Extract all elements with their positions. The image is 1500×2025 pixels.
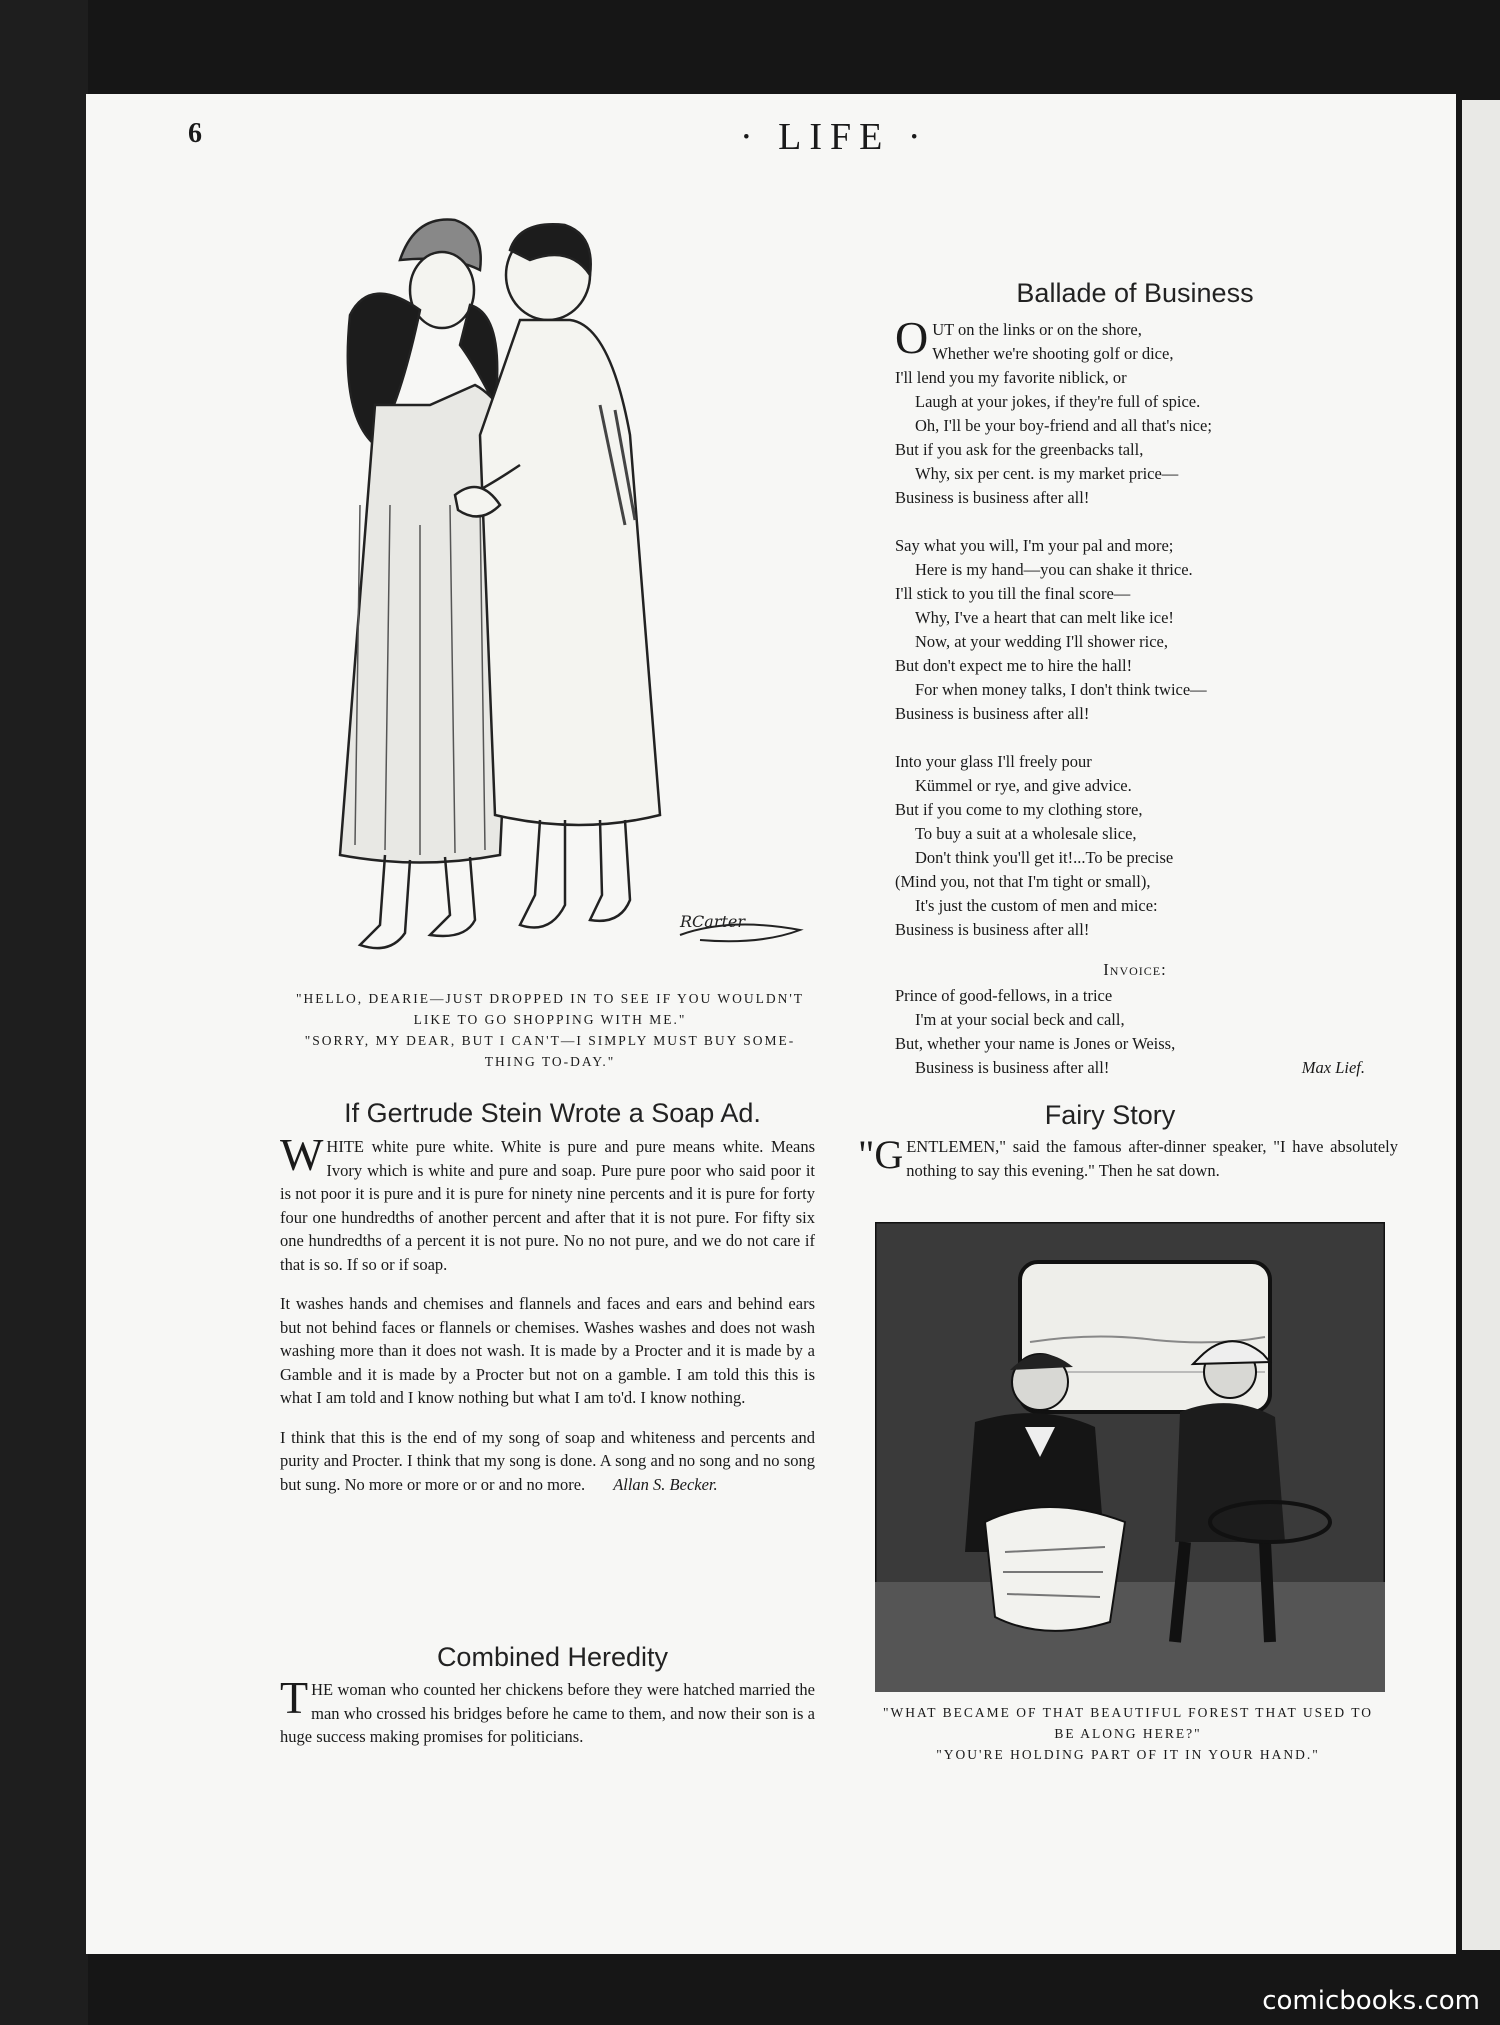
- heredity-drop-cap: T: [280, 1672, 309, 1723]
- ballade-line: Why, I've a heart that can melt like ice!: [915, 608, 1174, 627]
- ballade-line: To buy a suit at a wholesale slice,: [915, 824, 1137, 843]
- magazine-title: · LIFE ·: [740, 116, 929, 158]
- cartoon1-caption: [270, 988, 830, 1072]
- stein-paragraph-1-text: HITE white pure white. White is pure and pure means white. Means Ivory which is white and pure and soap. Pure pure poor who said poor it is not poor it is pure and it is pure for ninety nine percents and it is pure for forty four one hundredths of another percent and after that it is not pure. For fifty six one hundredths of a percent it is not pure. No no not pure, and we do not care if that is so. If so or if soap.: [280, 1137, 815, 1274]
- heredity-paragraph-text: HE woman who counted her chickens before they were hatched married the man who crossed his bridges before he came to them, and now their son is a huge success making promises for politicians.: [280, 1680, 815, 1746]
- cartoon2-caption: [858, 1702, 1398, 1765]
- stein-paragraph: [280, 1426, 815, 1497]
- cartoon2-caption-line: BE ALONG HERE?": [1054, 1726, 1202, 1741]
- ballade-line: But if you ask for the greenbacks tall,: [895, 440, 1144, 459]
- ballade-line: Say what you will, I'm your pal and more;: [895, 536, 1174, 555]
- ballade-line: But if you come to my clothing store,: [895, 800, 1143, 819]
- cartoon-two-women-drawing: [280, 205, 820, 975]
- stein-paragraph: [280, 1129, 815, 1276]
- ballade-envoi: [895, 984, 1375, 1056]
- stein-paragraph: It washes hands and chemises and flannels and faces and ears and behind ears but not behind faces or flannels or chemises. Washes washes and does not wash washing more than it does not wash. It is made by a Procter and it is made by a Gamble and it is made by a Procter but not on a gamble. I am told this this is what I am told and I know nothing but what I am to'd. I know nothing.: [280, 1294, 815, 1407]
- ballade-line: Laugh at your jokes, if they're full of spice.: [915, 392, 1201, 411]
- ballade-line: For when money talks, I don't think twice—: [915, 680, 1207, 699]
- ballade-line: Whether we're shooting golf or dice,: [932, 344, 1174, 363]
- ballade-poem: [895, 312, 1375, 1080]
- stein-paragraph-3-text: I think that this is the end of my song of soap and whiteness and percents and purity and Procter. I think that my song is done. A song and no song and no song but sung. No more or more or or and no more.: [280, 1427, 815, 1494]
- ballade-line: It's just the custom of men and mice:: [915, 896, 1158, 915]
- fairy-drop-cap: "G: [858, 1132, 904, 1177]
- ballade-line: Business is business after all!: [895, 488, 1090, 507]
- stein-drop-cap: W: [280, 1129, 324, 1180]
- cartoon-train-drawing: [875, 1222, 1385, 1692]
- scan-left-edge: [0, 0, 88, 2025]
- ballade-line: But don't expect me to hire the hall!: [895, 656, 1133, 675]
- ballade-stanza-2: [895, 534, 1375, 726]
- ballade-line: (Mind you, not that I'm tight or small),: [895, 872, 1151, 891]
- ballade-line: Here is my hand—you can shake it thrice.: [915, 560, 1193, 579]
- ballade-line: Why, six per cent. is my market price—: [915, 464, 1179, 483]
- cartoon1-caption-line: "HELLO, DEARIE—JUST DROPPED IN TO SEE IF YOU WOULDN'T: [295, 991, 805, 1006]
- ballade-stanza-3: [895, 750, 1375, 942]
- ballade-line: I'll lend you my favorite niblick, or: [895, 368, 1127, 387]
- cartoon-train-compartment: [875, 1222, 1385, 1692]
- ballade-last-line: [895, 1056, 1375, 1080]
- fairy-article: [858, 1132, 1398, 1198]
- cartoon2-caption-line: "YOU'RE HOLDING PART OF IT IN YOUR HAND.": [936, 1747, 1320, 1762]
- ballade-last-line-text: Business is business after all!: [915, 1058, 1110, 1077]
- ballade-envoi-heading: Invoice:: [1103, 960, 1167, 979]
- heredity-article: [280, 1672, 815, 1765]
- cartoon2-caption-line: "WHAT BECAME OF THAT BEAUTIFUL FOREST THAT USED TO: [882, 1705, 1374, 1720]
- next-page-edge: [1462, 100, 1500, 1950]
- ballade-drop-cap: O: [895, 312, 929, 363]
- ballade-title: Ballade of Business: [1016, 278, 1254, 308]
- ballade-line: Into your glass I'll freely pour: [895, 752, 1092, 771]
- cartoon1-caption-line: THING TO-DAY.": [484, 1054, 616, 1069]
- ballade-line: Oh, I'll be your boy-friend and all that's nice;: [915, 416, 1212, 435]
- stein-title: If Gertrude Stein Wrote a Soap Ad.: [344, 1098, 761, 1128]
- ballade-line: Don't think you'll get it!...To be precise: [915, 848, 1174, 867]
- ballade-stanza-1: [895, 312, 1375, 510]
- fairy-paragraph: [858, 1132, 1398, 1182]
- ballade-line: OUT on the links or on the shore,: [895, 312, 1142, 363]
- ballade-line: Now, at your wedding I'll shower rice,: [915, 632, 1169, 651]
- stein-author: Allan S. Becker.: [613, 1474, 718, 1494]
- site-watermark: comicbooks.com: [1262, 1986, 1480, 2016]
- fairy-paragraph-text: ENTLEMEN," said the famous after-dinner speaker, "I have absolutely nothing to say this evening." Then he sat down.: [906, 1137, 1398, 1180]
- ballade-line: Business is business after all!: [895, 704, 1090, 723]
- heredity-paragraph: [280, 1672, 815, 1749]
- page-number: 6: [188, 118, 202, 149]
- ballade-line: Kümmel or rye, and give advice.: [915, 776, 1132, 795]
- fairy-title: Fairy Story: [1044, 1100, 1176, 1130]
- ballade-line: I'll stick to you till the final score—: [895, 584, 1131, 603]
- ballade-line: But, whether your name is Jones or Weiss,: [895, 1034, 1176, 1053]
- cartoon1-caption-line: "SORRY, MY DEAR, BUT I CAN'T—I SIMPLY MUST BUY SOME-: [304, 1033, 796, 1048]
- ballade-line: I'm at your social beck and call,: [915, 1010, 1125, 1029]
- ballade-line: Business is business after all!: [895, 920, 1090, 939]
- cartoon-two-women: [280, 205, 820, 975]
- stein-article: [280, 1129, 815, 1512]
- heredity-title: Combined Heredity: [436, 1642, 669, 1672]
- cartoon1-caption-line: LIKE TO GO SHOPPING WITH ME.": [413, 1012, 687, 1027]
- ballade-line: Prince of good-fellows, in a trice: [895, 986, 1113, 1005]
- cartoon1-signature: RCarter: [680, 912, 746, 931]
- ballade-author: Max Lief.: [1301, 1058, 1365, 1077]
